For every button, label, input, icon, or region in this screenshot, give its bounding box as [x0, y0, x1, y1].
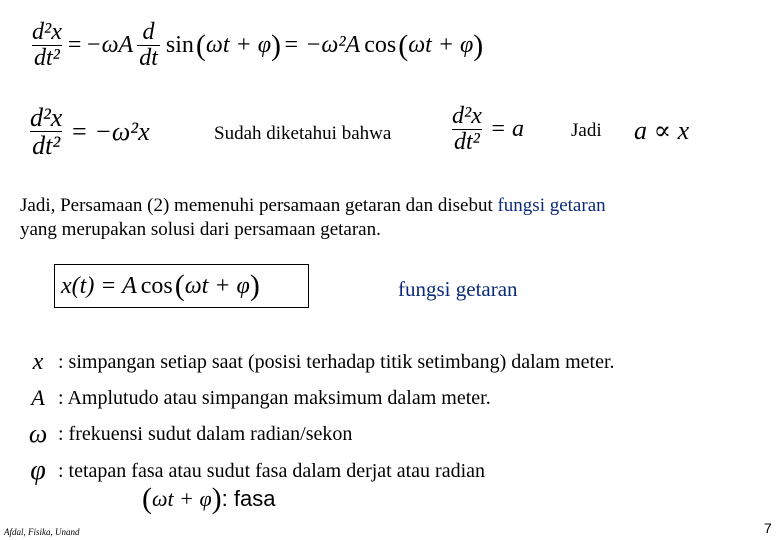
close-paren: ) — [249, 269, 260, 302]
phase-label: : fasa — [221, 486, 276, 511]
known-label: Sudah diketahui bahwa — [214, 123, 392, 144]
fraction-numerator: d — [142, 19, 155, 45]
fraction-denominator: dt — [139, 45, 158, 72]
open-paren: ( — [195, 28, 206, 62]
equation-lhs: x(t) = A — [61, 272, 137, 299]
fraction-d2x-dt2 — [28, 104, 64, 160]
paragraph-line-1 — [20, 194, 760, 218]
definition-text: : tetapan fasa atau sudut fasa dalam derjat atau radian — [58, 459, 486, 482]
definition-symbol: x — [32, 348, 44, 375]
equation-rhs: = −ω²x — [70, 116, 150, 146]
fraction-numerator: d²x — [30, 103, 63, 132]
argument: ωt + φ — [408, 32, 474, 59]
definition-row — [18, 380, 768, 416]
equation-rhs: = a — [489, 116, 525, 143]
boxed-equation — [54, 264, 309, 308]
definition-text: : simpangan setiap saat (posisi terhadap titik setimbang) dalam meter. — [58, 350, 615, 373]
definition-row — [18, 452, 768, 490]
phase-argument: ωt + φ — [152, 486, 212, 511]
argument: ωt + φ — [205, 32, 271, 59]
paragraph-line-2: yang merupakan solusi dari persamaan getaran. — [20, 219, 381, 240]
fraction-numerator: d²x — [452, 103, 482, 129]
paragraph-text: Jadi, Persamaan (2) memenuhi persamaan getaran dan disebut — [20, 195, 498, 216]
equation-acceleration — [28, 104, 150, 160]
phase-expression — [142, 482, 275, 516]
equals-sign: = — [67, 32, 82, 59]
fraction-d2x-dt2 — [450, 104, 484, 155]
close-paren: ) — [473, 28, 484, 62]
equation-derivative — [30, 20, 483, 71]
definition-text: : Amplutudo atau simpangan maksimum dalam meter. — [58, 386, 491, 409]
fraction-d-dt — [137, 20, 160, 71]
definition-row — [18, 344, 768, 380]
term-minus-omega-a: −ωA — [85, 32, 134, 59]
open-paren: ( — [142, 482, 152, 515]
definition-symbol: ω — [28, 419, 48, 448]
proportional-relation: a ∝ x — [634, 116, 690, 145]
sin-function: sin — [165, 32, 194, 59]
fraction-numerator: d²x — [32, 19, 62, 45]
boxed-label: fungsi getaran — [398, 277, 518, 301]
open-paren: ( — [398, 28, 409, 62]
argument: ωt + φ — [184, 272, 250, 299]
page-number: 7 — [764, 520, 772, 536]
paragraph — [20, 194, 760, 242]
definition-text: : frekuensi sudut dalam radian/sekon — [58, 422, 353, 445]
cos-function: cos — [364, 32, 397, 59]
cos-function: cos — [140, 272, 173, 299]
definition-row — [18, 416, 768, 452]
fraction-d2x-dt2 — [30, 20, 64, 71]
term-highlight: fungsi getaran — [497, 195, 606, 216]
equation-a — [450, 104, 524, 155]
open-paren: ( — [174, 269, 185, 302]
jadi-label: Jadi — [571, 120, 602, 141]
definition-symbol: A — [31, 385, 45, 410]
close-paren: ) — [211, 482, 222, 515]
definition-symbol: φ — [30, 455, 46, 486]
fraction-denominator: dt² — [453, 129, 480, 156]
fraction-denominator: dt² — [32, 131, 61, 161]
fraction-denominator: dt² — [33, 45, 60, 72]
footer-author: Afdal, Fisika, Unand — [4, 527, 80, 537]
close-paren: ) — [271, 28, 281, 62]
definition-list — [18, 344, 768, 490]
term-minus-omega2-a: = −ω²A — [283, 32, 361, 59]
